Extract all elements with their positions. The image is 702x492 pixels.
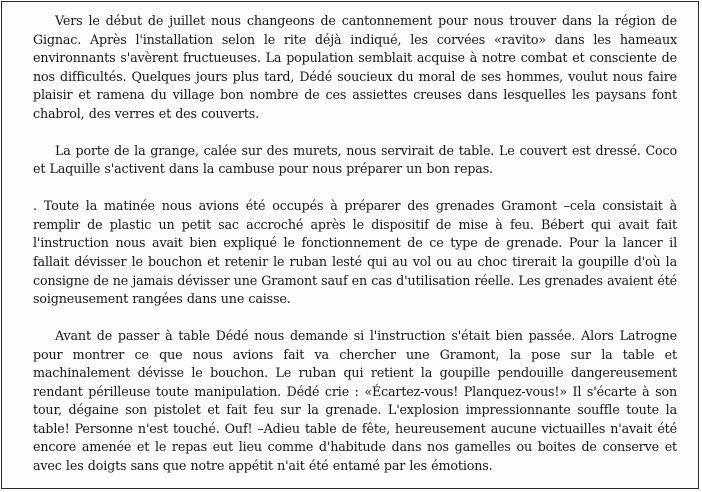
paragraph-4: Avant de passer à table Dédé nous demande si l'instruction s'était bien passée. Alors Latrogne pour montrer ce que nous avions fait va chercher une Gramont, la pose sur la table et machinalement dévisse le bouchon. Le ruban qui retient la goupille pendouille dangereusement rendant périlleuse toute manipulation. Dédé crie : «Écartez-vous! Planquez-vous!» Il s'écarte à son tour, dégaine son pistolet et fait feu sur la grenade. L'explosion impressionnante souffle toute la table! Personne n'est touché. Ouf! –Adieu table de fête, heureusement aucune victuailles n'avait été encore amenée et le repas eut lieu comme d'habitude dans nos gamelles ou boites de conserve et avec les doigts sans que notre appétit n'ait été entamé par les émotions.	[33, 328, 677, 473]
paragraph-1: Vers le début de juillet nous changeons de cantonnement pour nous trouver dans la région de Gignac. Après l'installation selon le rite déjà indiqué, les corvées «ravito» dans les hameaux environnants s'avèrent fructueuses. La population semblait acquise à notre combat et consciente de nos difficultés. Quelques jours plus tard, Dédé soucieux du moral de ses hommes, voulut nous faire plaisir et ramena du village bon nombre de ces assiettes creuses dans lesquelles les paysans font chabrol, des verres et des couverts.	[33, 13, 677, 121]
scanned-page	[1, 1, 699, 489]
paragraph-2: La porte de la grange, calée sur des murets, nous servirait de table. Le couvert est dressé. Coco et Laquille s'activent dans la cambuse pour nous préparer un bon repas.	[33, 142, 677, 177]
paragraph-3: . Toute la matinée nous avions été occupés à préparer des grenades Gramont –cela consistait à remplir de plastic un petit sac accroché après le dispositif de mise à feu. Bébert qui avait fait l'instruction nous avait bien expliqué le fonctionnement de ce type de grenade. Pour la lancer il fallait dévisser le bouchon et retenir le ruban lesté qui au vol ou au choc tirerait la goupille d'où la consigne de ne jamais dévisser une Gramont sauf en cas d'utilisation réelle. Les grenades avaient été soigneusement rangées dans une caisse.	[33, 198, 678, 307]
document-body	[33, 12, 677, 476]
